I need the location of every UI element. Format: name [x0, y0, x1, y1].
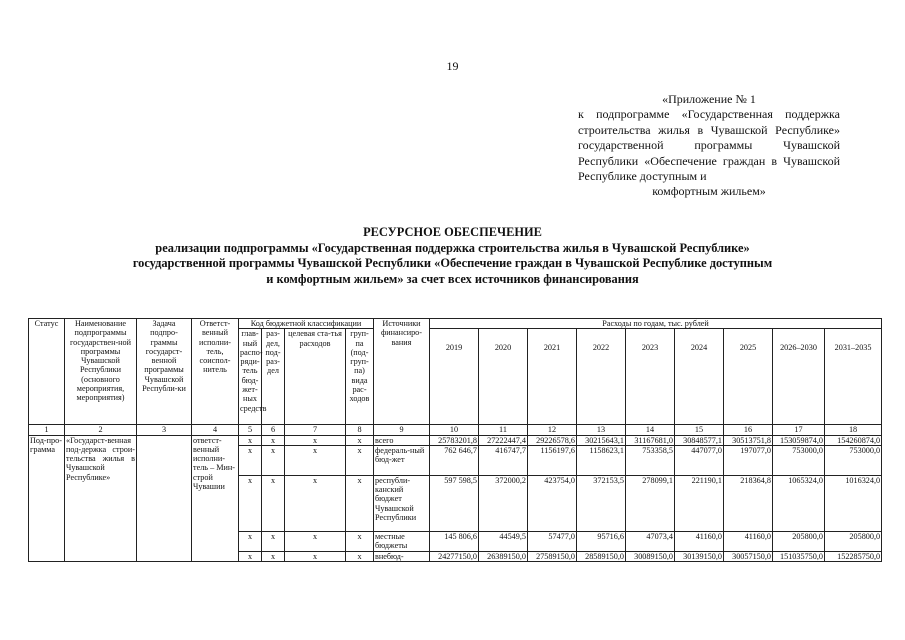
value-cell: 205800,0 [825, 531, 882, 551]
value-cell: 753000,0 [825, 445, 882, 475]
header-budget-code: Код бюджетной классификации [239, 319, 374, 329]
page-number: 19 [446, 59, 459, 73]
column-number-row [29, 425, 882, 435]
value-cell: 24277150,0 [430, 551, 479, 561]
source-cell: республи-канский бюджет Чувашской Республики [374, 475, 430, 531]
code-cell: x [346, 531, 374, 551]
source-cell: федераль-ный бюд-жет [374, 445, 430, 475]
title-line4: и комфортным жильем» за счет всех источников финансирования [266, 271, 639, 286]
value-cell: 30848577,1 [675, 435, 724, 445]
code-cell: x [285, 475, 346, 531]
value-cell: 95716,6 [577, 531, 626, 551]
value-cell: 151035750,0 [773, 551, 825, 561]
value-cell: 153059874,0 [773, 435, 825, 445]
source-cell: местные бюджеты [374, 531, 430, 551]
header-year: 2024 [675, 329, 724, 425]
header-year: 2022 [577, 329, 626, 425]
task-cell [137, 435, 192, 562]
code-cell: x [285, 445, 346, 475]
subprogram-name-cell: «Государст-венная под-держка строи-тельства жилья в Чувашской Республике» [65, 435, 137, 562]
appendix-last: комфортным жильем» [652, 184, 766, 199]
header-year: 2019 [430, 329, 479, 425]
value-cell: 41160,0 [724, 531, 773, 551]
code-cell: x [239, 531, 262, 551]
col-number: 15 [675, 425, 724, 435]
table-row [29, 435, 882, 445]
header-gr: груп-па (под-груп-па) вида рас-ходов [346, 329, 374, 425]
document-title [60, 225, 845, 287]
header-name: Наименование подпрограммы государствен-ной программы Чувашской Республики (основного мероприятия, мероприятия) [65, 319, 137, 425]
value-cell: 30215643,1 [577, 435, 626, 445]
status-cell: Под-про-грамма [29, 435, 65, 562]
code-cell: x [262, 445, 285, 475]
value-cell: 31167681,0 [626, 435, 675, 445]
code-cell: x [262, 531, 285, 551]
header-expenses: Расходы по годам, тыс. рублей [430, 319, 882, 329]
col-number: 17 [773, 425, 825, 435]
header-year: 2031–2035 [825, 329, 882, 425]
title-line1: РЕСУРСНОЕ ОБЕСПЕЧЕНИЕ [363, 225, 542, 239]
executor-cell: ответст-венный исполни-тель – Мин-строй Чувашии [192, 435, 239, 562]
header-year: 2021 [528, 329, 577, 425]
header-executor: Ответст-венный исполни-тель, соиспол-нитель [192, 319, 239, 425]
value-cell: 30089150,0 [626, 551, 675, 561]
header-year: 2026–2030 [773, 329, 825, 425]
header-status: Статус [29, 319, 65, 425]
col-number: 12 [528, 425, 577, 435]
value-cell: 753000,0 [773, 445, 825, 475]
header-rz: раз-дел, под-раз-дел [262, 329, 285, 425]
value-cell: 1156197,6 [528, 445, 577, 475]
value-cell: 26389150,0 [479, 551, 528, 561]
value-cell: 221190,1 [675, 475, 724, 531]
value-cell: 41160,0 [675, 531, 724, 551]
source-cell: всего [374, 435, 430, 445]
col-number: 3 [137, 425, 192, 435]
value-cell: 762 646,7 [430, 445, 479, 475]
header-year: 2025 [724, 329, 773, 425]
value-cell: 447077,0 [675, 445, 724, 475]
value-cell: 423754,0 [528, 475, 577, 531]
code-cell: x [262, 435, 285, 445]
col-number: 16 [724, 425, 773, 435]
code-cell: x [285, 531, 346, 551]
appendix-note [578, 92, 840, 200]
appendix-line1: «Приложение № 1 [662, 92, 756, 106]
value-cell: 753358,5 [626, 445, 675, 475]
col-number: 6 [262, 425, 285, 435]
value-cell: 197077,0 [724, 445, 773, 475]
col-number: 9 [374, 425, 430, 435]
col-number: 10 [430, 425, 479, 435]
value-cell: 1158623,1 [577, 445, 626, 475]
header-source: Источники финансиро-вания [374, 319, 430, 425]
code-cell: x [239, 551, 262, 561]
source-cell: внебюд- [374, 551, 430, 561]
value-cell: 30513751,8 [724, 435, 773, 445]
value-cell: 25783201,8 [430, 435, 479, 445]
col-number: 14 [626, 425, 675, 435]
header-cs: целевая ста-тья расходов [285, 329, 346, 425]
value-cell: 28589150,0 [577, 551, 626, 561]
col-number: 13 [577, 425, 626, 435]
header-task: Задача подпро-граммы государст-венной программы Чувашской Республи-ки [137, 319, 192, 425]
col-number: 8 [346, 425, 374, 435]
value-cell: 372153,5 [577, 475, 626, 531]
value-cell: 29226578,6 [528, 435, 577, 445]
code-cell: x [346, 475, 374, 531]
code-cell: x [285, 435, 346, 445]
col-number: 5 [239, 425, 262, 435]
code-cell: x [346, 435, 374, 445]
value-cell: 30057150,0 [724, 551, 773, 561]
value-cell: 218364,8 [724, 475, 773, 531]
header-year: 2020 [479, 329, 528, 425]
col-number: 1 [29, 425, 65, 435]
code-cell: x [285, 551, 346, 561]
title-line3: государственной программы Чувашской Республики «Обеспечение граждан в Чувашской Республике доступным [132, 256, 773, 270]
title-line2: реализации подпрограммы «Государственная поддержка строительства жилья в Чувашской Республике» [155, 240, 750, 255]
value-cell: 30139150,0 [675, 551, 724, 561]
col-number: 7 [285, 425, 346, 435]
value-cell: 205800,0 [773, 531, 825, 551]
value-cell: 57477,0 [528, 531, 577, 551]
value-cell: 597 598,5 [430, 475, 479, 531]
value-cell: 44549,5 [479, 531, 528, 551]
value-cell: 27222447,4 [479, 435, 528, 445]
col-number: 11 [479, 425, 528, 435]
col-number: 4 [192, 425, 239, 435]
col-number: 18 [825, 425, 882, 435]
value-cell: 1016324,0 [825, 475, 882, 531]
code-cell: x [239, 475, 262, 531]
value-cell: 278099,1 [626, 475, 675, 531]
code-cell: x [262, 475, 285, 531]
value-cell: 416747,7 [479, 445, 528, 475]
header-gl: глав-ный распо-ряди-тель бюд-жет-ных средств [239, 329, 262, 425]
col-number: 2 [65, 425, 137, 435]
code-cell: x [262, 551, 285, 561]
value-cell: 27589150,0 [528, 551, 577, 561]
value-cell: 372000,2 [479, 475, 528, 531]
value-cell: 47073,4 [626, 531, 675, 551]
code-cell: x [239, 445, 262, 475]
code-cell: x [346, 445, 374, 475]
resource-table [28, 318, 882, 562]
code-cell: x [239, 435, 262, 445]
value-cell: 152285750,0 [825, 551, 882, 561]
code-cell: x [346, 551, 374, 561]
value-cell: 145 806,6 [430, 531, 479, 551]
appendix-body: к подпрограмме «Государственная поддержка строительства жилья в Чувашской Республике» государственной программы Чувашской Республики «Обеспечение граждан в Чувашской Республике доступным и [578, 107, 840, 184]
header-year: 2023 [626, 329, 675, 425]
value-cell: 154260874,0 [825, 435, 882, 445]
value-cell: 1065324,0 [773, 475, 825, 531]
